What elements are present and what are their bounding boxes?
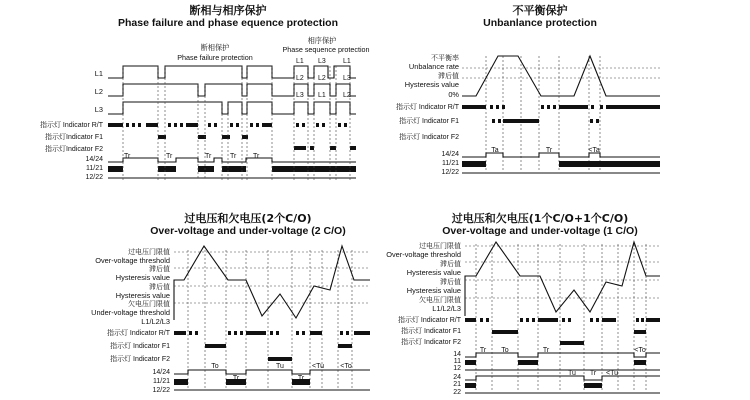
panel-title-cn: 过电压和欠电压(1个C/O+1个C/O) xyxy=(451,212,629,225)
indicator-f2-track xyxy=(560,341,584,345)
indicator-f2-track xyxy=(294,146,356,150)
row-label: L1 xyxy=(94,69,103,78)
row-label: 0% xyxy=(448,90,459,99)
row-label: 12/22 xyxy=(85,174,103,181)
panel-ovuv-2co xyxy=(91,211,370,394)
indicator-f1-track xyxy=(492,330,646,334)
row-label: 14 xyxy=(453,351,461,358)
row-label: 24 xyxy=(453,374,461,381)
relay-11-bar xyxy=(518,360,538,365)
panel-title-en: Phase failure and phase equence protection xyxy=(118,17,338,29)
inline-phase-label: L3 xyxy=(343,75,351,82)
timer-label: Tr xyxy=(124,153,131,160)
inline-phase-label: L1 xyxy=(318,92,326,99)
panel-title-en: Unbanlance protection xyxy=(483,17,597,29)
timer-label: Tr xyxy=(545,147,553,154)
panel-ovuv-1co xyxy=(386,211,660,396)
inline-phase-label: L1 xyxy=(343,58,351,65)
timer-label: <To xyxy=(634,347,646,354)
row-label: 指示灯 Indicator R/T xyxy=(39,122,103,129)
panel-unbalance xyxy=(396,3,660,176)
indicator-f2-track xyxy=(268,357,292,361)
row-label: 指示灯 Indicator F2 xyxy=(399,134,459,141)
row-label: Hysteresis value xyxy=(404,80,459,89)
row-label: 14/24 xyxy=(152,369,170,376)
row-label: 14/24 xyxy=(441,151,459,158)
row-label: 过电压门限值 xyxy=(419,243,461,250)
relay-11-21-bar xyxy=(198,166,214,172)
row-label: 不平衡率 xyxy=(431,55,459,62)
row-label: Hysteresis value xyxy=(115,291,170,300)
timer-label: Tr xyxy=(166,153,173,160)
row-label: 指示灯 Indicator F1 xyxy=(399,118,459,125)
row-label: Hysteresis value xyxy=(406,268,461,277)
timer-label: Tr xyxy=(542,347,550,354)
row-label: 21 xyxy=(453,381,461,388)
inline-phase-label: L3 xyxy=(318,58,326,65)
indicator-rt-track xyxy=(462,105,660,109)
row-label: 指示灯Indicator F1 xyxy=(45,134,103,141)
panel-title-en: Over-voltage and under-voltage (2 C/O) xyxy=(150,225,346,237)
row-label: 12/22 xyxy=(441,169,459,176)
row-label: L3 xyxy=(94,105,103,114)
row-label: 指示灯 Indicator R/T xyxy=(106,330,170,337)
row-label: Over-voltage threshold xyxy=(386,250,461,259)
row-label: 滞后值 xyxy=(440,261,461,268)
row-label: 12 xyxy=(453,365,461,372)
row-label: 指示灯 Indicator F2 xyxy=(110,356,170,363)
row-label: 滞后值 xyxy=(149,284,170,291)
panel-phase-failure xyxy=(40,3,370,181)
row-label: L2 xyxy=(94,87,103,96)
relay-11-21-bar xyxy=(158,166,176,172)
row-label: 滞后值 xyxy=(440,279,461,286)
relay-21-bar xyxy=(465,383,476,388)
inline-phase-label: L2 xyxy=(318,75,326,82)
panel-title-cn: 过电压和欠电压(2个C/O) xyxy=(184,212,312,225)
timer-label: To xyxy=(211,363,219,370)
timer-label: <Ta xyxy=(588,147,600,154)
unbalance-rate-curve xyxy=(462,56,660,96)
inline-phase-label: L3 xyxy=(296,92,304,99)
row-label: Under-voltage threshold xyxy=(91,308,170,317)
timer-label: Tr xyxy=(479,347,487,354)
row-label: 指示灯 Indicator R/T xyxy=(395,104,459,111)
row-label: Hysteresis value xyxy=(115,273,170,282)
note-seq-en: Phase sequence protection xyxy=(282,45,370,54)
row-label: 欠电压门限值 xyxy=(419,297,461,304)
row-label: 12/22 xyxy=(152,387,170,394)
row-label: 指示灯 Indicator F1 xyxy=(110,343,170,350)
row-label: 指示灯 Indicator F2 xyxy=(401,339,461,346)
timer-label: Tr xyxy=(589,370,597,377)
indicator-rt-track xyxy=(108,123,347,127)
l3-waveform xyxy=(108,102,356,114)
row-label: 11/21 xyxy=(86,165,103,172)
relay-14-track xyxy=(465,353,660,357)
row-label: 指示灯 Indicator R/T xyxy=(397,317,461,324)
row-label: 欠电压门限值 xyxy=(128,301,170,308)
row-label: Unbalance rate xyxy=(408,62,459,71)
row-label: 11/21 xyxy=(153,378,170,385)
timer-label: Tu xyxy=(276,363,284,370)
inline-phase-label: L1 xyxy=(296,58,304,65)
indicator-f1-track xyxy=(158,135,248,139)
row-label: 14/24 xyxy=(85,156,103,163)
relay-11-21-bar xyxy=(559,161,660,167)
timer-label: Tr xyxy=(253,153,260,160)
relay-24-track xyxy=(465,376,660,380)
note-failure-cn: 断相保护 xyxy=(200,43,230,52)
row-label: 滞后值 xyxy=(438,73,459,80)
row-label: 过电压门限值 xyxy=(128,249,170,256)
indicator-f1-track xyxy=(492,119,599,123)
row-label: 11/21 xyxy=(442,160,459,167)
timer-label: Ta xyxy=(491,147,499,154)
relay-11-bar xyxy=(634,360,646,365)
row-label: Over-voltage threshold xyxy=(95,256,170,265)
timer-label: Tr xyxy=(230,153,237,160)
row-label: L1/L2/L3 xyxy=(141,317,170,326)
indicator-rt-track xyxy=(465,318,660,322)
timer-label: <To xyxy=(340,363,352,370)
panel-title-en: Over-voltage and under-voltage (1 C/O) xyxy=(442,225,638,237)
panel-title-cn: 不平衡保护 xyxy=(512,4,568,17)
note-seq-cn: 相序保护 xyxy=(307,36,337,45)
row-label: Hysteresis value xyxy=(406,286,461,295)
relay-11-bar xyxy=(465,360,476,365)
indicator-f1-track xyxy=(205,344,352,348)
inline-phase-label: L2 xyxy=(296,75,304,82)
timer-label: To xyxy=(501,347,509,354)
timer-label: Tr xyxy=(205,153,212,160)
relay-11-21-bar xyxy=(108,166,123,172)
row-label: 11 xyxy=(453,358,461,365)
timer-label: Tu xyxy=(568,370,576,377)
timer-label: Tr xyxy=(297,375,305,382)
relay-11-21-bar xyxy=(222,166,246,172)
timer-label: <Tu xyxy=(312,363,324,370)
voltage-curve xyxy=(465,242,660,316)
row-label: L1/L2/L3 xyxy=(432,304,461,313)
indicator-rt-track xyxy=(174,331,370,335)
row-label: 指示灯Indicator F2 xyxy=(45,146,103,153)
relay-11-21-bar xyxy=(174,379,188,385)
note-failure-en: Phase failure protection xyxy=(177,53,253,62)
row-label: 22 xyxy=(453,389,461,396)
voltage-curve xyxy=(174,246,370,320)
relay-21-bar xyxy=(584,383,602,388)
row-label: 滞后值 xyxy=(149,266,170,273)
timer-label: <Tu xyxy=(606,370,618,377)
inline-phase-label: L2 xyxy=(343,92,351,99)
timer-label: Tr xyxy=(232,375,240,382)
relay-14-24-track xyxy=(174,370,370,374)
relay-11-21-bar xyxy=(462,161,486,167)
panel-title-cn: 断相与相序保护 xyxy=(189,4,267,17)
row-label: 指示灯 Indicator F1 xyxy=(401,328,461,335)
